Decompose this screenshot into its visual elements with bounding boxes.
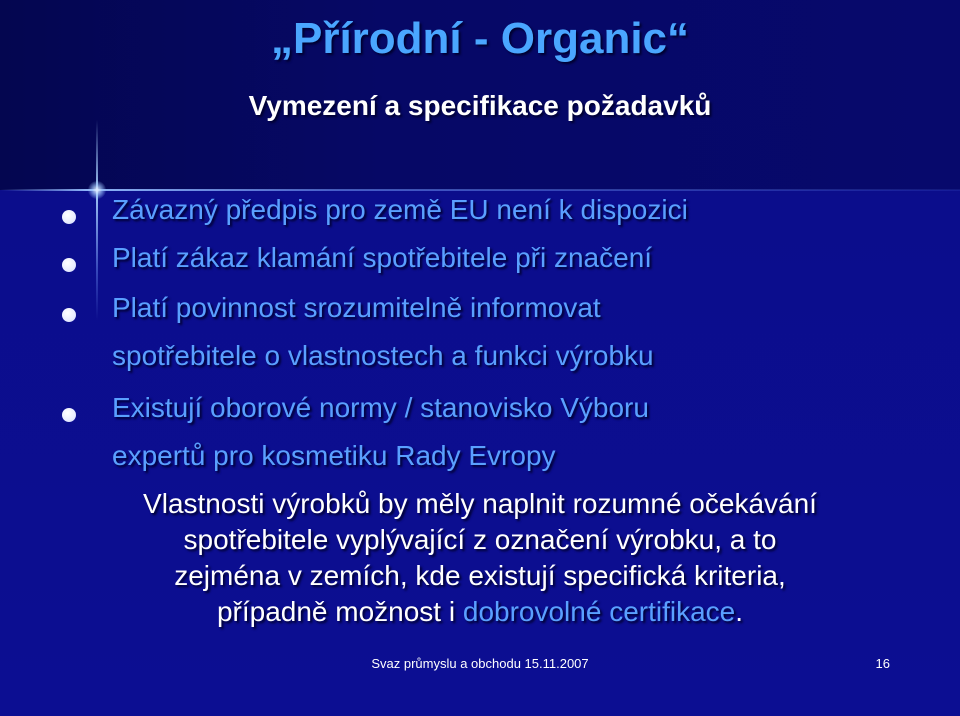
slide-title: „Přírodní - Organic“ [270, 14, 690, 63]
decorative-vertical-line [96, 120, 98, 320]
bullet-icon [62, 408, 76, 422]
paragraph-line: zejména v zemích, kde existují specifická kriteria, [174, 560, 786, 591]
paragraph-end: . [735, 596, 744, 627]
decorative-horizontal-line [0, 189, 960, 191]
footer-text: Svaz průmyslu a obchodu 15.11.2007 [371, 656, 589, 671]
paragraph-line: Vlastnosti výrobků by měly naplnit rozumné očekávání [143, 488, 817, 519]
paragraph-line: spotřebitele vyplývající z označení výrobku, a to [183, 524, 777, 555]
slide-footer [0, 656, 960, 676]
bullet-text-continued: spotřebitele o vlastnostech a funkci výrobku [112, 340, 654, 371]
page-number: 16 [875, 656, 890, 671]
paragraph-line-last [0, 594, 960, 630]
slide-subtitle: Vymezení a specifikace požadavků [248, 90, 712, 121]
bullet-text: Závazný předpis pro země EU není k dispozici [112, 194, 688, 225]
paragraph-highlight: dobrovolné certifikace [462, 596, 736, 627]
bullet-text: Platí povinnost srozumitelně informovat [112, 292, 601, 323]
bullet-text: Platí zákaz klamání spotřebitele při značení [112, 242, 653, 273]
bullet-icon [62, 210, 76, 224]
bullet-icon [62, 308, 76, 322]
decorative-glow-dot [88, 181, 106, 199]
paragraph-text: případně možnost i [216, 596, 463, 627]
bullet-text: Existují oborové normy / stanovisko Výboru [112, 392, 649, 423]
bullet-icon [62, 258, 76, 272]
bullet-text-continued: expertů pro kosmetiku Rady Evropy [112, 440, 556, 471]
body-paragraph [0, 486, 960, 630]
